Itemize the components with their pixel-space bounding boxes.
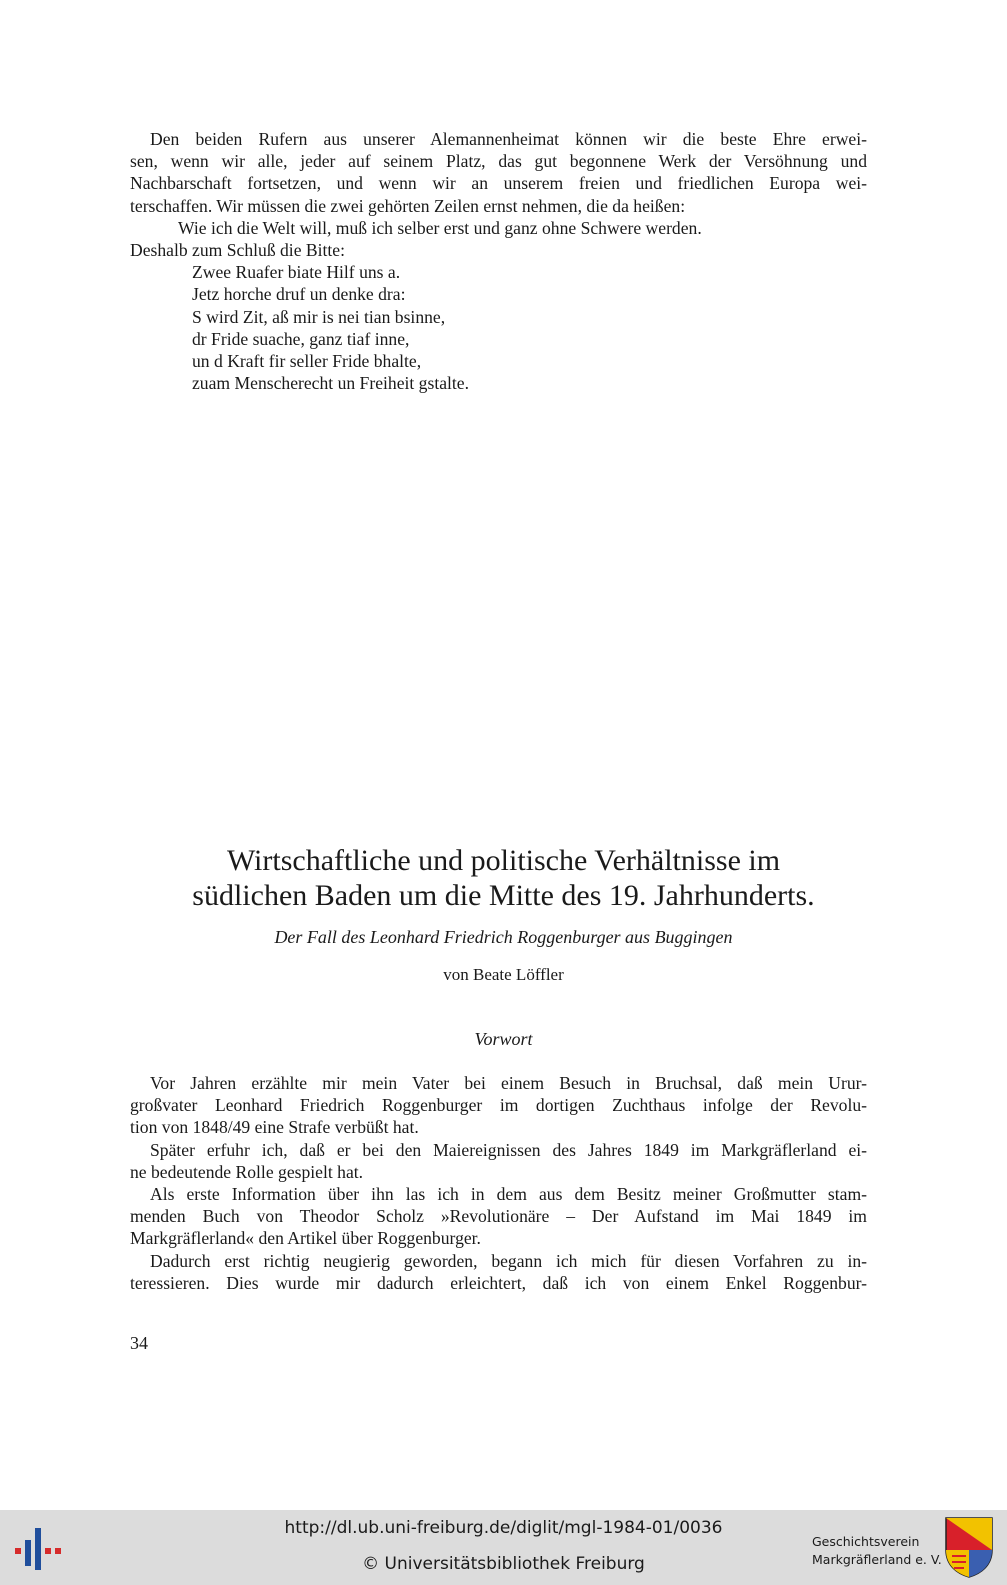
text-line: Vor Jahren erzählte mir mein Vater bei einem Besuch in Bruchsal, daß mein Urur- bbox=[150, 1073, 867, 1093]
article-body bbox=[130, 1072, 867, 1294]
verse-line: un d Kraft fir seller Fride bhalte, bbox=[192, 351, 422, 372]
text-line: ne bedeutende Rolle gespielt hat. bbox=[130, 1161, 364, 1182]
coat-of-arms-icon bbox=[944, 1516, 994, 1578]
text-line: menden Buch von Theodor Scholz »Revolutionäre – Der Aufstand im Mai 1849 im bbox=[130, 1206, 867, 1227]
text-line: großvater Leonhard Friedrich Roggenburger im dortigen Zuchthaus infolge der Revolu- bbox=[130, 1095, 867, 1116]
text-line: Später erfuhr ich, daß er bei den Maiereignissen des Jahres 1849 im Markgräflerland ei- bbox=[150, 1139, 867, 1160]
quote-line: Wie ich die Welt will, muß ich selber erst und ganz ohne Schwere werden. bbox=[178, 217, 702, 238]
footer-bar bbox=[0, 1510, 1007, 1585]
verse-line: Zwee Ruafer biate Hilf uns a. bbox=[192, 262, 401, 283]
section-heading: Vorwort bbox=[474, 1029, 533, 1049]
footer-copyright: © Universitätsbibliothek Freiburg bbox=[362, 1554, 645, 1574]
text-line: sen, wenn wir alle, jeder auf seinem Platz, das gut begonnene Werk der Versöhnung und bbox=[130, 151, 867, 172]
article-author: von Beate Löffler bbox=[443, 965, 564, 984]
text-line: teressieren. Dies wurde mir dadurch erleichtert, daß ich von einem Enkel Roggenbur- bbox=[130, 1272, 867, 1293]
text-line: Als erste Information über ihn las ich in dem aus dem Besitz meiner Großmutter stam- bbox=[150, 1184, 867, 1205]
upper-text-block bbox=[130, 128, 867, 394]
text-line: Markgräflerland« den Artikel über Roggenburger. bbox=[130, 1228, 481, 1249]
verse-line: Jetz horche druf un denke dra: bbox=[192, 284, 406, 305]
verse bbox=[130, 261, 867, 394]
footer-organization: Geschichtsverein Markgräflerland e. V. bbox=[812, 1534, 942, 1567]
article-subtitle: Der Fall des Leonhard Friedrich Roggenburger aus Buggingen bbox=[274, 927, 733, 947]
verse-line: dr Fride suache, ganz tiaf inne, bbox=[192, 328, 410, 349]
verse-line: zuam Menscherecht un Freiheit gstalte. bbox=[192, 373, 470, 394]
paragraph bbox=[130, 1072, 867, 1139]
paragraph bbox=[130, 1250, 867, 1294]
paragraph bbox=[130, 1183, 867, 1250]
text-line: tion von 1848/49 eine Strafe verbüßt hat. bbox=[130, 1117, 419, 1138]
closing-line: Deshalb zum Schluß die Bitte: bbox=[130, 240, 345, 261]
text-line: Dadurch erst richtig neugierig geworden, begann ich mich für diesen Vorfahren zu in- bbox=[150, 1250, 867, 1271]
text-line: Nachbarschaft fortsetzen, und wenn wir an unserem freien und friedlichen Europa wei- bbox=[130, 173, 867, 194]
text-line: terschaffen. Wir müssen die zwei gehörten Zeilen ernst nehmen, die da heißen: bbox=[130, 195, 686, 216]
text-line: Den beiden Rufern aus unserer Alemannenheimat können wir die beste Ehre erwei- bbox=[150, 129, 867, 149]
paragraph-intro bbox=[130, 128, 867, 217]
paragraph bbox=[130, 1139, 867, 1183]
article-title: Wirtschaftliche und politische Verhältnisse im südlichen Baden um die Mitte des 19. Jahrhunderts. bbox=[192, 844, 815, 912]
footer-url[interactable]: http://dl.ub.uni-freiburg.de/diglit/mgl-1984-01/0036 bbox=[284, 1518, 723, 1538]
page-number: 34 bbox=[130, 1333, 148, 1353]
verse-line: S wird Zit, aß mir is nei tian bsinne, bbox=[192, 306, 446, 327]
